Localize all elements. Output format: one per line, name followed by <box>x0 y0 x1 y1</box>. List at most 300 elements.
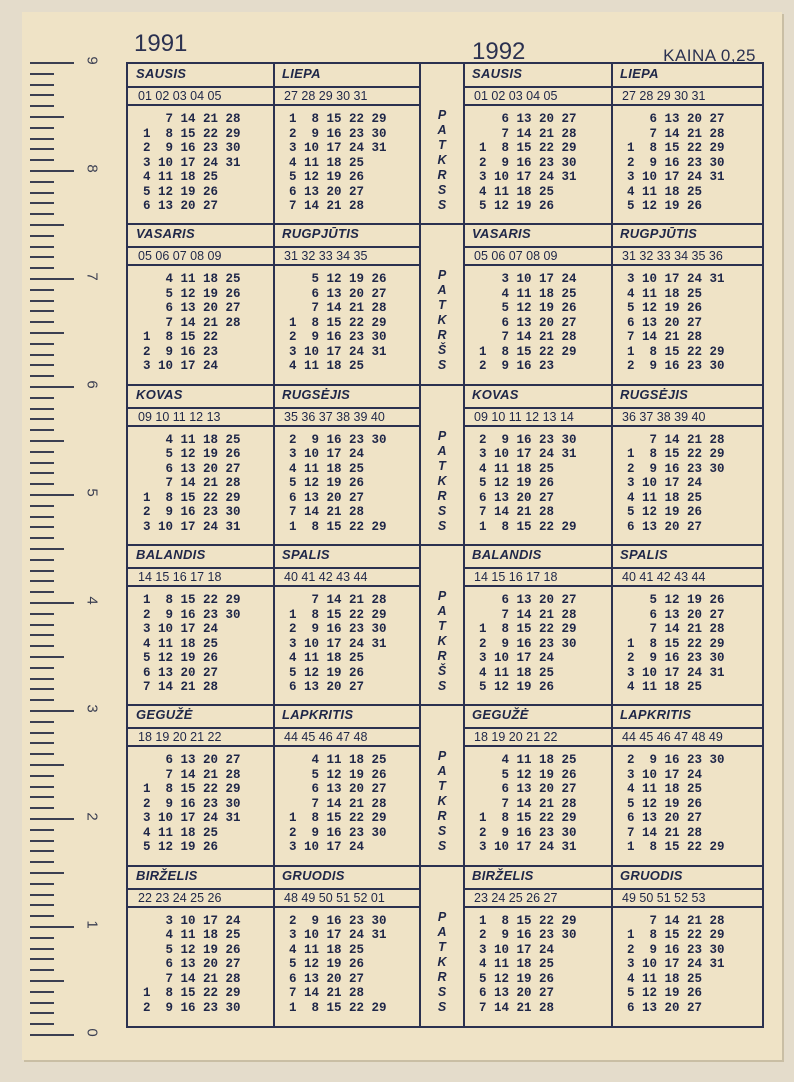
ruler-tick <box>30 602 74 604</box>
patikros-letter: S <box>437 824 447 839</box>
day-row: 1 8 15 22 29 <box>464 622 577 636</box>
ruler-tick <box>30 926 74 928</box>
ruler-tick <box>30 678 54 680</box>
ruler-tick <box>30 224 64 226</box>
patikros-letter: A <box>437 283 447 298</box>
day-row: 4 11 18 25 <box>128 825 219 840</box>
week-numbers: 31 32 33 34 35 36 <box>612 246 762 266</box>
day-row: 3 10 17 24 31 <box>274 344 387 359</box>
day-row: 4 11 18 25 <box>612 490 703 505</box>
day-row: 5 12 19 26 <box>612 505 703 520</box>
ruler-tick <box>30 181 54 183</box>
month-name: LAPKRITIS <box>282 707 354 723</box>
day-row: 3 10 17 24 31 <box>612 272 725 287</box>
day-row: 6 13 20 27 <box>274 184 365 199</box>
ruler-tick <box>30 645 54 647</box>
month-block <box>274 705 420 865</box>
day-row: 3 10 17 24 31 <box>128 811 241 826</box>
month-block <box>612 224 762 384</box>
month-name: BIRŽELIS <box>136 867 198 883</box>
ruler-tick <box>30 73 54 75</box>
day-row: 7 14 21 28 <box>128 112 241 126</box>
week-numbers: 18 19 20 21 22 <box>464 727 612 747</box>
ruler-tick <box>30 688 54 690</box>
day-row: 2 9 16 23 30 <box>464 155 577 170</box>
patikros-letter: S <box>437 518 447 533</box>
ruler-tick <box>30 958 54 960</box>
day-row: 4 11 18 25 <box>128 928 241 943</box>
day-row: 6 13 20 27 <box>464 315 577 330</box>
ruler-tick <box>30 732 54 734</box>
day-row: 6 13 20 27 <box>128 753 241 768</box>
month-name: LIEPA <box>620 66 659 81</box>
patikros-letter: A <box>437 924 447 939</box>
ruler-tick <box>30 667 54 669</box>
day-row: 6 13 20 27 <box>128 301 241 316</box>
day-row: 2 9 16 23 30 <box>274 622 387 636</box>
week-numbers: 09 10 11 12 13 <box>128 407 274 427</box>
patikros-letter: K <box>437 634 447 648</box>
month-block <box>128 866 274 1026</box>
day-row: 4 11 18 25 <box>612 184 703 199</box>
day-row: 6 13 20 27 <box>274 680 365 694</box>
day-row: 3 10 17 24 <box>274 447 365 462</box>
day-row: 1 8 15 22 29 <box>464 344 577 359</box>
ruler-tick <box>30 872 64 874</box>
patikros-letter: Š <box>437 664 447 678</box>
month-name: GRUODIS <box>282 867 345 883</box>
ruler-tick <box>30 894 54 896</box>
patikros-letter: R <box>437 649 447 663</box>
day-row: 3 10 17 24 31 <box>274 141 387 155</box>
day-row: 7 14 21 28 <box>274 301 387 316</box>
day-row: 1 8 15 22 29 <box>612 447 725 462</box>
ruler-tick <box>30 850 54 852</box>
day-row: 7 14 21 28 <box>128 680 219 694</box>
ruler-tick <box>30 721 54 723</box>
ruler-tick <box>30 980 64 982</box>
patikros-letter: R <box>437 168 447 182</box>
patikros-letter: P <box>437 589 447 603</box>
ruler-tick <box>30 289 54 291</box>
day-grid <box>274 433 420 535</box>
day-row: 6 13 20 27 <box>274 286 387 301</box>
day-row: 2 9 16 23 30 <box>128 505 241 520</box>
day-row: 2 9 16 23 <box>128 344 219 359</box>
week-numbers: 14 15 16 17 18 <box>128 567 274 587</box>
day-row: 3 10 17 24 <box>464 942 555 957</box>
day-row: 6 13 20 27 <box>612 607 725 622</box>
month-name: LAPKRITIS <box>620 707 692 723</box>
month-name: GRUODIS <box>620 867 683 883</box>
day-row: 7 14 21 28 <box>464 505 555 520</box>
week-numbers: 40 41 42 43 44 <box>612 567 762 587</box>
month-name: RUGSĖJIS <box>620 386 689 402</box>
day-row: 2 9 16 23 30 <box>612 359 725 374</box>
month-block <box>274 224 420 384</box>
day-grid <box>274 272 420 374</box>
day-row: 7 14 21 28 <box>464 330 577 345</box>
day-row: 7 14 21 28 <box>464 796 577 811</box>
patikros-column <box>424 429 460 534</box>
month-name: RUGPJŪTIS <box>282 226 360 242</box>
month-block <box>128 224 274 384</box>
day-row: 6 13 20 27 <box>128 199 219 213</box>
day-row: 4 11 18 25 <box>464 753 577 768</box>
ruler-tick <box>30 753 54 755</box>
ruler-label: 1 <box>83 920 101 929</box>
day-row: 2 9 16 23 30 <box>274 913 387 928</box>
ruler-tick <box>30 138 54 140</box>
day-row: 1 8 15 22 29 <box>128 782 241 797</box>
day-row: 5 12 19 26 <box>464 476 555 491</box>
ruler-tick <box>30 613 54 615</box>
day-row: 2 9 16 23 30 <box>128 796 241 811</box>
ruler-tick <box>30 148 54 150</box>
day-row: 5 12 19 26 <box>612 986 703 1001</box>
ruler-label: 2 <box>83 812 101 821</box>
day-row: 5 12 19 26 <box>128 184 219 199</box>
ruler-tick <box>30 472 54 474</box>
ruler-tick <box>30 1034 74 1036</box>
week-numbers: 01 02 03 04 05 <box>128 86 274 106</box>
day-row: 6 13 20 27 <box>274 490 365 505</box>
day-row: 7 14 21 28 <box>464 1000 555 1015</box>
ruler-tick <box>30 429 54 431</box>
day-row: 1 8 15 22 29 <box>612 344 725 359</box>
ruler-tick <box>30 332 64 334</box>
day-row: 3 10 17 24 31 <box>274 928 387 943</box>
ruler-tick <box>30 656 64 658</box>
month-name: SAUSIS <box>472 66 523 81</box>
week-numbers: 44 45 46 47 48 <box>274 727 420 747</box>
day-grid <box>274 753 420 855</box>
month-name: KOVAS <box>472 386 519 402</box>
ruler-tick <box>30 526 54 528</box>
patikros-letter: S <box>437 198 447 212</box>
day-grid <box>612 112 762 214</box>
day-row: 5 12 19 26 <box>128 286 241 301</box>
ruler-tick <box>30 375 54 377</box>
day-row: 1 8 15 22 29 <box>464 811 577 826</box>
month-block <box>128 385 274 545</box>
day-grid <box>612 272 762 374</box>
patikros-letter: A <box>437 604 447 618</box>
day-row: 5 12 19 26 <box>128 840 219 855</box>
day-row: 7 14 21 28 <box>464 607 577 622</box>
day-grid <box>128 593 274 695</box>
day-row: 4 11 18 25 <box>464 665 555 680</box>
day-row: 3 10 17 24 <box>128 913 241 928</box>
day-row: 5 12 19 26 <box>128 651 219 665</box>
day-row: 6 13 20 27 <box>128 957 241 972</box>
day-row: 3 10 17 24 31 <box>612 665 725 680</box>
day-row: 3 10 17 24 <box>612 476 703 491</box>
day-grid <box>464 914 612 1016</box>
ruler-label: 3 <box>83 704 101 713</box>
week-numbers: 01 02 03 04 05 <box>464 86 612 106</box>
ruler-tick <box>30 321 54 323</box>
week-numbers: 49 50 51 52 53 <box>612 888 762 908</box>
day-row: 6 13 20 27 <box>612 112 725 126</box>
week-numbers: 09 10 11 12 13 14 <box>464 407 612 427</box>
month-block <box>612 64 762 224</box>
ruler-tick <box>30 62 74 64</box>
month-name: VASARIS <box>136 226 195 242</box>
patikros-column <box>424 589 460 694</box>
day-row: 3 10 17 24 <box>464 272 577 287</box>
ruler-tick <box>30 300 54 302</box>
ruler-tick <box>30 710 74 712</box>
day-grid <box>612 914 762 1016</box>
month-block <box>464 224 612 384</box>
day-row: 2 9 16 23 30 <box>274 825 387 840</box>
ruler-tick <box>30 1002 54 1004</box>
ruler-label: 6 <box>83 380 101 389</box>
ruler-tick <box>30 278 74 280</box>
day-row: 2 9 16 23 30 <box>274 126 387 141</box>
ruler-tick <box>30 969 54 971</box>
day-row: 1 8 15 22 29 <box>274 607 387 622</box>
month-name: BALANDIS <box>472 547 542 562</box>
month-block <box>612 866 762 1026</box>
ruler-tick <box>30 213 54 215</box>
month-name: LIEPA <box>282 66 321 81</box>
ruler-tick <box>30 127 54 129</box>
day-row: 4 11 18 25 <box>612 286 703 301</box>
day-row: 5 12 19 26 <box>612 796 703 811</box>
patikros-letter: S <box>437 839 447 854</box>
day-row: 3 10 17 24 31 <box>464 840 577 855</box>
day-row: 1 8 15 22 29 <box>274 112 387 126</box>
day-row: 5 12 19 26 <box>274 170 365 184</box>
ruler-tick <box>30 548 64 550</box>
ruler-tick <box>30 570 54 572</box>
day-row: 6 13 20 27 <box>612 315 703 330</box>
day-grid <box>612 593 762 695</box>
day-row: 7 14 21 28 <box>274 796 387 811</box>
month-block <box>464 705 612 865</box>
day-row: 2 9 16 23 30 <box>464 928 577 943</box>
day-row: 3 10 17 24 <box>128 622 219 636</box>
day-row: 2 9 16 23 30 <box>464 432 577 447</box>
patikros-column <box>424 910 460 1015</box>
day-row: 2 9 16 23 30 <box>128 1000 241 1015</box>
patikros-letter: P <box>437 108 447 122</box>
day-row: 4 11 18 25 <box>128 432 241 447</box>
patikros-letter: R <box>437 328 447 343</box>
ruler-tick <box>30 775 54 777</box>
ruler-tick <box>30 915 54 917</box>
day-row: 1 8 15 22 29 <box>464 519 577 534</box>
day-row: 4 11 18 25 <box>612 782 703 797</box>
ruler-tick <box>30 537 54 539</box>
day-row: 6 13 20 27 <box>464 593 577 607</box>
day-grid <box>274 914 420 1016</box>
patikros-letter: K <box>437 313 447 328</box>
day-row: 1 8 15 22 29 <box>128 593 241 607</box>
ruler-tick <box>30 1012 54 1014</box>
day-row: 1 8 15 22 29 <box>128 986 241 1001</box>
ruler-tick <box>30 861 54 863</box>
ruler-tick <box>30 235 54 237</box>
day-row: 3 10 17 24 31 <box>464 170 577 184</box>
day-row: 4 11 18 25 <box>464 957 555 972</box>
patikros-letter: T <box>438 138 446 152</box>
week-numbers: 23 24 25 26 27 <box>464 888 612 908</box>
ruler-label: 5 <box>83 488 101 497</box>
day-row: 2 9 16 23 30 <box>274 330 387 345</box>
patikros-letter: S <box>437 503 447 518</box>
day-row: 7 14 21 28 <box>612 913 725 928</box>
patikros-letter: K <box>437 153 447 167</box>
day-grid <box>128 272 274 374</box>
patikros-letter: R <box>437 969 447 984</box>
day-row: 1 8 15 22 29 <box>128 490 241 505</box>
year-1991-heading: 1991 <box>134 30 188 57</box>
ruler-tick <box>30 462 54 464</box>
day-row: 5 12 19 26 <box>464 301 577 316</box>
day-row: 4 11 18 25 <box>128 636 219 651</box>
week-numbers: 05 06 07 08 09 <box>128 246 274 266</box>
day-row: 4 11 18 25 <box>274 155 365 170</box>
day-row: 1 8 15 22 29 <box>612 141 725 155</box>
patikros-letter: T <box>438 298 446 313</box>
day-row: 4 11 18 25 <box>274 753 387 768</box>
patikros-letter: P <box>437 268 447 283</box>
day-row: 1 8 15 22 <box>128 330 219 345</box>
day-row: 7 14 21 28 <box>612 126 725 141</box>
day-row: 7 14 21 28 <box>128 315 241 330</box>
day-grid <box>128 112 274 214</box>
month-block <box>464 64 612 224</box>
patikros-letter: K <box>437 473 447 488</box>
ruler-tick <box>30 1023 54 1025</box>
day-row: 5 12 19 26 <box>464 767 577 782</box>
ruler-tick <box>30 559 54 561</box>
week-numbers: 05 06 07 08 09 <box>464 246 612 266</box>
ruler-tick <box>30 829 54 831</box>
day-row: 6 13 20 27 <box>464 490 555 505</box>
day-row: 7 14 21 28 <box>464 126 577 141</box>
day-row: 6 13 20 27 <box>274 971 365 986</box>
day-row: 3 10 17 24 31 <box>612 957 725 972</box>
day-row: 1 8 15 22 29 <box>274 519 387 534</box>
day-row: 4 11 18 25 <box>612 680 703 694</box>
day-row: 5 12 19 26 <box>612 199 703 213</box>
day-row: 1 8 15 22 29 <box>274 1000 387 1015</box>
ruler-tick <box>30 840 54 842</box>
ruler-tick <box>30 904 54 906</box>
ruler-tick <box>30 807 54 809</box>
calendar-grid <box>126 62 764 1028</box>
ruler-label: 8 <box>83 164 101 173</box>
patikros-letter: Š <box>437 343 447 358</box>
day-row: 4 11 18 25 <box>612 971 703 986</box>
month-block <box>274 385 420 545</box>
day-row: 3 10 17 24 <box>464 651 555 665</box>
day-row: 3 10 17 24 <box>274 840 365 855</box>
ruler-tick <box>30 246 54 248</box>
day-row: 7 14 21 28 <box>274 593 387 607</box>
ruler-scale <box>30 12 100 1042</box>
month-name: VASARIS <box>472 226 531 242</box>
patikros-letter: K <box>437 794 447 809</box>
month-block <box>612 705 762 865</box>
day-row: 3 10 17 24 31 <box>464 447 577 462</box>
day-row: 5 12 19 26 <box>612 593 725 607</box>
day-grid <box>464 112 612 214</box>
month-block <box>612 385 762 545</box>
day-grid <box>274 593 420 695</box>
ruler-tick <box>30 505 54 507</box>
month-block <box>464 866 612 1026</box>
day-row: 6 13 20 27 <box>612 811 703 826</box>
day-row: 7 14 21 28 <box>274 505 365 520</box>
month-name: KOVAS <box>136 386 183 402</box>
day-row: 1 8 15 22 29 <box>464 141 577 155</box>
month-block <box>274 545 420 705</box>
ruler-tick <box>30 408 54 410</box>
patikros-letter: P <box>437 749 447 764</box>
patikros-letter: A <box>437 764 447 779</box>
ruler-label: 4 <box>83 596 101 605</box>
month-block <box>464 385 612 545</box>
day-row: 5 12 19 26 <box>274 476 365 491</box>
ruler-tick <box>30 116 64 118</box>
ruler-tick <box>30 343 54 345</box>
day-row: 4 11 18 25 <box>464 286 577 301</box>
month-name: GEGUŽĖ <box>136 707 193 723</box>
ruler-tick <box>30 516 54 518</box>
patikros-column <box>424 749 460 854</box>
ruler-tick <box>30 494 74 496</box>
day-row: 6 13 20 27 <box>464 782 577 797</box>
day-row: 2 9 16 23 30 <box>612 155 725 170</box>
ruler-tick <box>30 451 54 453</box>
day-grid <box>128 433 274 535</box>
day-row: 1 8 15 22 29 <box>464 913 577 928</box>
day-row: 4 11 18 25 <box>128 170 219 184</box>
week-numbers: 35 36 37 38 39 40 <box>274 407 420 427</box>
day-row: 2 9 16 23 30 <box>612 753 725 768</box>
patikros-letter: A <box>437 123 447 137</box>
ruler-label: 9 <box>83 56 101 65</box>
ruler-tick <box>30 624 54 626</box>
day-row: 5 12 19 26 <box>128 942 241 957</box>
ruler-tick <box>30 354 54 356</box>
day-row: 5 12 19 26 <box>612 301 703 316</box>
patikros-letter: A <box>437 443 447 458</box>
month-block <box>128 64 274 224</box>
week-numbers: 22 23 24 25 26 <box>128 888 274 908</box>
day-row: 4 11 18 25 <box>464 184 555 199</box>
year-1992-heading: 1992 <box>472 38 526 65</box>
day-row: 2 9 16 23 30 <box>612 461 725 476</box>
day-row: 7 14 21 28 <box>274 199 365 213</box>
ruler-tick <box>30 386 74 388</box>
day-row: 4 11 18 25 <box>274 942 365 957</box>
month-name: RUGSĖJIS <box>282 386 351 402</box>
ruler-tick <box>30 742 54 744</box>
patikros-letter: T <box>438 779 446 794</box>
month-name: BALANDIS <box>136 547 206 562</box>
ruler-tick <box>30 256 54 258</box>
patikros-letter: S <box>437 183 447 197</box>
patikros-letter: P <box>437 909 447 924</box>
week-numbers: 44 45 46 47 48 49 <box>612 727 762 747</box>
patikros-letter: K <box>437 954 447 969</box>
